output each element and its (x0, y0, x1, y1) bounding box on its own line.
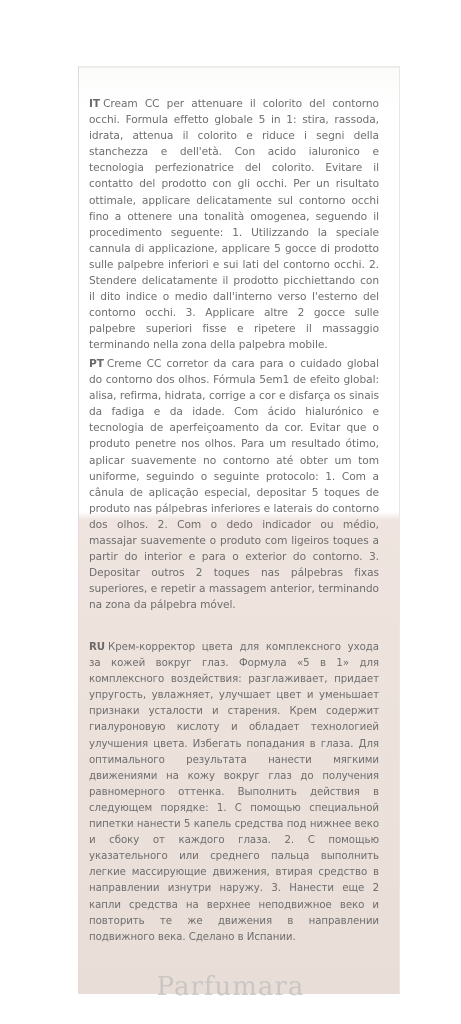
language-code-pt: PT (89, 358, 104, 370)
language-code-ru: RU (89, 642, 106, 653)
italian-text: Cream CC per attenuare il colorito del contorno occhi. Formula effetto globale 5 in 1: stira, rassoda, idrata, attenua il colorito e riduce i segni della stanchezza e dell'età. Con acido ialuronico e tecnologia perfezionatrice del colorito. Evitare il contatto del prodotto con gli occhi. Per un risultato ottimale, applicare delicatamente sul contorno occhi fino a ottenere una tonalità omogenea, seguendo il procedimento seguente: 1. Utilizzando la speciale cannula di applicazione, applicare 5 gocce di prodotto sulle palpebre inferiori e sui lati del contorno occhi. 2. Stendere delicatamente il prodotto picchiettando con il dito indice o medio dall'interno verso l'esterno del contorno occhi. 3. Applicare altre 2 gocce sulle palpebre superiori fisse e ripetere il massaggio terminando nella zona della palpebra mobile. (89, 98, 379, 352)
italian-description (89, 96, 379, 354)
parfumara-watermark: Parfumara (156, 972, 305, 1002)
product-box-panel (78, 66, 400, 994)
portuguese-text: Creme CC corretor da cara para o cuidado global do contorno dos olhos. Fórmula 5em1 de efeito global: alisa, refirma, hidrata, corrige a cor e disfarça os sinais da fadiga e da idade. Com ácido hialurónico e tecnologia de aperfeiçoamento da cor. Evitar que o produto penetre nos olhos. Para um resultado ótimo, aplicar suavemente no contorno até obter um tom uniforme, seguindo o seguinte protocolo: 1. Com a cânula de aplicação especial, depositar 5 toques de produto nas pálpebras inferiores e laterais do contorno dos olhos. 2. Com o dedo indicador ou médio, massajar suavemente o produto com ligeiros toques a partir do interior e para o exterior do contorno. 3. Depositar outros 2 toques nas pálpebras fixas superiores, e repetir a massagem anterior, terminando na zona da pálpebra móvel. (89, 358, 379, 612)
language-code-it: IT (89, 98, 101, 110)
russian-text: Крем-корректор цвета для комплексного ухода за кожей вокруг глаз. Формула «5 в 1» для комплексного воздействия: разглаживает, придает упругость, увлажняет, улучшает цвет и уменьшает признаки усталости и старения. Крем содержит гиалуроновую кислоту и обладает технологией улучшения цвета. Избегать попадания в глаза. Для оптимального результата нанести мягкими движениями на кожу вокруг глаз до получения равномерного оттенка. Выполнить действия в следующем порядке: 1. С помощью специальной пипетки нанести 5 капель средства под нижнее веко и сбоку от каждого глаза. 2. С помощью указательного или среднего пальца выполнить легкие массирующие движения, втирая средство в направлении изнутри наружу. 3. Нанести еще 2 капли средства на верхнее неподвижное веко и повторить те же движения в направлении подвижного века. Сделано в Испании. (89, 642, 379, 943)
box-fold-line (79, 66, 399, 68)
russian-description (89, 640, 379, 946)
portuguese-description (89, 356, 379, 614)
